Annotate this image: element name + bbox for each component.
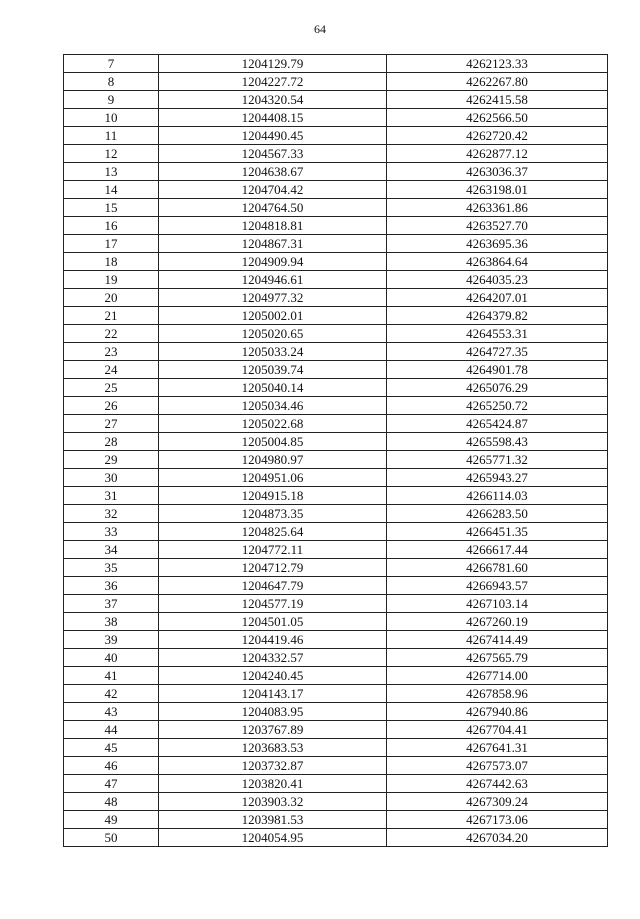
y-coordinate-cell: 4267940.86 <box>387 703 608 721</box>
point-number-cell: 42 <box>64 685 159 703</box>
table-row <box>64 649 608 667</box>
y-coordinate-cell: 4263695.36 <box>387 235 608 253</box>
point-number-cell: 50 <box>64 829 159 847</box>
table-row <box>64 415 608 433</box>
table-row <box>64 73 608 91</box>
y-coordinate-cell: 4267442.63 <box>387 775 608 793</box>
coordinates-table <box>63 54 608 847</box>
table-row <box>64 541 608 559</box>
point-number-cell: 36 <box>64 577 159 595</box>
x-coordinate-cell: 1204977.32 <box>159 289 387 307</box>
table-row <box>64 685 608 703</box>
point-number-cell: 14 <box>64 181 159 199</box>
y-coordinate-cell: 4264901.78 <box>387 361 608 379</box>
x-coordinate-cell: 1204320.54 <box>159 91 387 109</box>
point-number-cell: 20 <box>64 289 159 307</box>
table-row <box>64 91 608 109</box>
point-number-cell: 19 <box>64 271 159 289</box>
y-coordinate-cell: 4263036.37 <box>387 163 608 181</box>
y-coordinate-cell: 4263864.64 <box>387 253 608 271</box>
y-coordinate-cell: 4267173.06 <box>387 811 608 829</box>
y-coordinate-cell: 4262415.58 <box>387 91 608 109</box>
point-number-cell: 7 <box>64 55 159 73</box>
point-number-cell: 48 <box>64 793 159 811</box>
point-number-cell: 18 <box>64 253 159 271</box>
table-row <box>64 325 608 343</box>
point-number-cell: 39 <box>64 631 159 649</box>
point-number-cell: 12 <box>64 145 159 163</box>
y-coordinate-cell: 4267260.19 <box>387 613 608 631</box>
table-row <box>64 379 608 397</box>
table-row <box>64 235 608 253</box>
table-row <box>64 181 608 199</box>
point-number-cell: 45 <box>64 739 159 757</box>
y-coordinate-cell: 4267714.00 <box>387 667 608 685</box>
point-number-cell: 9 <box>64 91 159 109</box>
x-coordinate-cell: 1204704.42 <box>159 181 387 199</box>
y-coordinate-cell: 4267103.14 <box>387 595 608 613</box>
point-number-cell: 31 <box>64 487 159 505</box>
y-coordinate-cell: 4265076.29 <box>387 379 608 397</box>
y-coordinate-cell: 4267414.49 <box>387 631 608 649</box>
point-number-cell: 17 <box>64 235 159 253</box>
table-row <box>64 343 608 361</box>
x-coordinate-cell: 1205004.85 <box>159 433 387 451</box>
table-row <box>64 163 608 181</box>
y-coordinate-cell: 4267565.79 <box>387 649 608 667</box>
point-number-cell: 37 <box>64 595 159 613</box>
table-row <box>64 109 608 127</box>
x-coordinate-cell: 1203903.32 <box>159 793 387 811</box>
table-row <box>64 667 608 685</box>
y-coordinate-cell: 4263198.01 <box>387 181 608 199</box>
x-coordinate-cell: 1203683.53 <box>159 739 387 757</box>
point-number-cell: 26 <box>64 397 159 415</box>
table-row <box>64 811 608 829</box>
point-number-cell: 35 <box>64 559 159 577</box>
y-coordinate-cell: 4266617.44 <box>387 541 608 559</box>
y-coordinate-cell: 4267034.20 <box>387 829 608 847</box>
table-row <box>64 127 608 145</box>
x-coordinate-cell: 1204408.15 <box>159 109 387 127</box>
point-number-cell: 44 <box>64 721 159 739</box>
x-coordinate-cell: 1204825.64 <box>159 523 387 541</box>
table-row <box>64 721 608 739</box>
x-coordinate-cell: 1204638.67 <box>159 163 387 181</box>
y-coordinate-cell: 4264207.01 <box>387 289 608 307</box>
table-row <box>64 739 608 757</box>
table-row <box>64 253 608 271</box>
point-number-cell: 8 <box>64 73 159 91</box>
point-number-cell: 22 <box>64 325 159 343</box>
point-number-cell: 21 <box>64 307 159 325</box>
table-row <box>64 469 608 487</box>
x-coordinate-cell: 1205020.65 <box>159 325 387 343</box>
x-coordinate-cell: 1203820.41 <box>159 775 387 793</box>
x-coordinate-cell: 1204577.19 <box>159 595 387 613</box>
point-number-cell: 32 <box>64 505 159 523</box>
y-coordinate-cell: 4262877.12 <box>387 145 608 163</box>
x-coordinate-cell: 1205022.68 <box>159 415 387 433</box>
x-coordinate-cell: 1204867.31 <box>159 235 387 253</box>
x-coordinate-cell: 1205039.74 <box>159 361 387 379</box>
table-row <box>64 199 608 217</box>
x-coordinate-cell: 1204873.35 <box>159 505 387 523</box>
point-number-cell: 27 <box>64 415 159 433</box>
x-coordinate-cell: 1203732.87 <box>159 757 387 775</box>
x-coordinate-cell: 1203981.53 <box>159 811 387 829</box>
table-row <box>64 703 608 721</box>
table-row <box>64 613 608 631</box>
table-row <box>64 595 608 613</box>
table-row <box>64 361 608 379</box>
point-number-cell: 15 <box>64 199 159 217</box>
y-coordinate-cell: 4265771.32 <box>387 451 608 469</box>
point-number-cell: 40 <box>64 649 159 667</box>
y-coordinate-cell: 4267573.07 <box>387 757 608 775</box>
table-row <box>64 487 608 505</box>
page-number: 64 <box>314 22 326 36</box>
y-coordinate-cell: 4265250.72 <box>387 397 608 415</box>
table-row <box>64 271 608 289</box>
point-number-cell: 24 <box>64 361 159 379</box>
x-coordinate-cell: 1204501.05 <box>159 613 387 631</box>
y-coordinate-cell: 4265598.43 <box>387 433 608 451</box>
x-coordinate-cell: 1204712.79 <box>159 559 387 577</box>
y-coordinate-cell: 4262566.50 <box>387 109 608 127</box>
table-row <box>64 451 608 469</box>
y-coordinate-cell: 4262123.33 <box>387 55 608 73</box>
table-row <box>64 289 608 307</box>
table-row <box>64 559 608 577</box>
point-number-cell: 38 <box>64 613 159 631</box>
y-coordinate-cell: 4266781.60 <box>387 559 608 577</box>
point-number-cell: 16 <box>64 217 159 235</box>
point-number-cell: 41 <box>64 667 159 685</box>
point-number-cell: 11 <box>64 127 159 145</box>
table-row <box>64 55 608 73</box>
y-coordinate-cell: 4264553.31 <box>387 325 608 343</box>
x-coordinate-cell: 1204240.45 <box>159 667 387 685</box>
x-coordinate-cell: 1204083.95 <box>159 703 387 721</box>
table-row <box>64 505 608 523</box>
table-row <box>64 433 608 451</box>
table-row <box>64 145 608 163</box>
x-coordinate-cell: 1205033.24 <box>159 343 387 361</box>
x-coordinate-cell: 1204490.45 <box>159 127 387 145</box>
x-coordinate-cell: 1204951.06 <box>159 469 387 487</box>
y-coordinate-cell: 4263527.70 <box>387 217 608 235</box>
point-number-cell: 34 <box>64 541 159 559</box>
coordinates-table-body <box>64 55 608 847</box>
point-number-cell: 47 <box>64 775 159 793</box>
point-number-cell: 43 <box>64 703 159 721</box>
x-coordinate-cell: 1204054.95 <box>159 829 387 847</box>
table-row <box>64 577 608 595</box>
point-number-cell: 30 <box>64 469 159 487</box>
x-coordinate-cell: 1204647.79 <box>159 577 387 595</box>
table-row <box>64 757 608 775</box>
y-coordinate-cell: 4264379.82 <box>387 307 608 325</box>
x-coordinate-cell: 1204980.97 <box>159 451 387 469</box>
y-coordinate-cell: 4262267.80 <box>387 73 608 91</box>
y-coordinate-cell: 4267704.41 <box>387 721 608 739</box>
y-coordinate-cell: 4262720.42 <box>387 127 608 145</box>
table-row <box>64 307 608 325</box>
table-row <box>64 631 608 649</box>
point-number-cell: 23 <box>64 343 159 361</box>
point-number-cell: 33 <box>64 523 159 541</box>
y-coordinate-cell: 4267309.24 <box>387 793 608 811</box>
y-coordinate-cell: 4264035.23 <box>387 271 608 289</box>
x-coordinate-cell: 1203767.89 <box>159 721 387 739</box>
x-coordinate-cell: 1204143.17 <box>159 685 387 703</box>
y-coordinate-cell: 4266943.57 <box>387 577 608 595</box>
x-coordinate-cell: 1204772.11 <box>159 541 387 559</box>
point-number-cell: 46 <box>64 757 159 775</box>
x-coordinate-cell: 1205040.14 <box>159 379 387 397</box>
table-row <box>64 775 608 793</box>
x-coordinate-cell: 1204567.33 <box>159 145 387 163</box>
point-number-cell: 28 <box>64 433 159 451</box>
x-coordinate-cell: 1204909.94 <box>159 253 387 271</box>
point-number-cell: 25 <box>64 379 159 397</box>
x-coordinate-cell: 1204419.46 <box>159 631 387 649</box>
x-coordinate-cell: 1204129.79 <box>159 55 387 73</box>
y-coordinate-cell: 4266451.35 <box>387 523 608 541</box>
x-coordinate-cell: 1205034.46 <box>159 397 387 415</box>
point-number-cell: 10 <box>64 109 159 127</box>
x-coordinate-cell: 1204764.50 <box>159 199 387 217</box>
table-row <box>64 793 608 811</box>
y-coordinate-cell: 4266114.03 <box>387 487 608 505</box>
x-coordinate-cell: 1204332.57 <box>159 649 387 667</box>
y-coordinate-cell: 4266283.50 <box>387 505 608 523</box>
table-row <box>64 397 608 415</box>
point-number-cell: 29 <box>64 451 159 469</box>
x-coordinate-cell: 1204227.72 <box>159 73 387 91</box>
point-number-cell: 49 <box>64 811 159 829</box>
point-number-cell: 13 <box>64 163 159 181</box>
table-row <box>64 829 608 847</box>
y-coordinate-cell: 4265943.27 <box>387 469 608 487</box>
table-row <box>64 523 608 541</box>
x-coordinate-cell: 1204915.18 <box>159 487 387 505</box>
table-row <box>64 217 608 235</box>
y-coordinate-cell: 4264727.35 <box>387 343 608 361</box>
x-coordinate-cell: 1204818.81 <box>159 217 387 235</box>
y-coordinate-cell: 4265424.87 <box>387 415 608 433</box>
x-coordinate-cell: 1205002.01 <box>159 307 387 325</box>
y-coordinate-cell: 4267641.31 <box>387 739 608 757</box>
y-coordinate-cell: 4263361.86 <box>387 199 608 217</box>
x-coordinate-cell: 1204946.61 <box>159 271 387 289</box>
y-coordinate-cell: 4267858.96 <box>387 685 608 703</box>
